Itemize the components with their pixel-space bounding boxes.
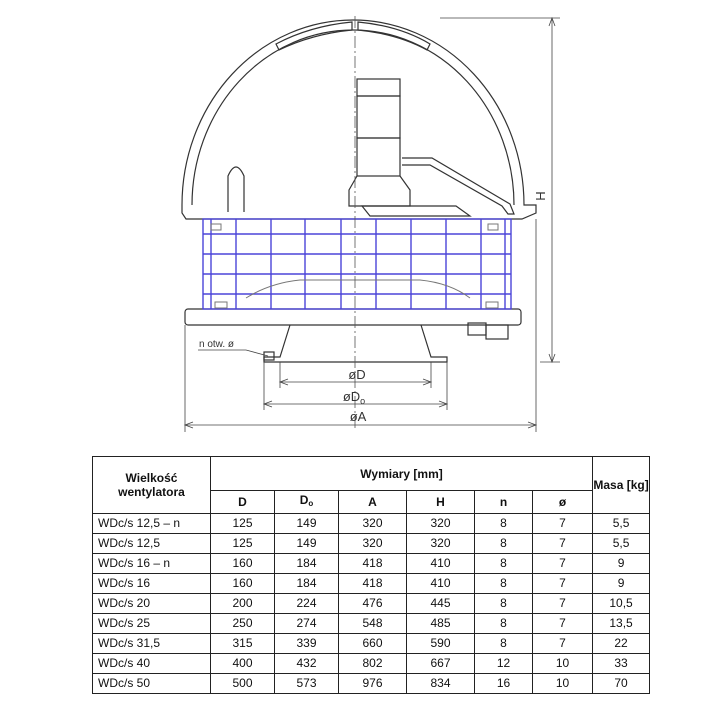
table-cell: 149: [275, 514, 339, 534]
table-cell: 8: [475, 574, 533, 594]
row-model-name: WDc/s 12,5: [93, 534, 211, 554]
table-body: [93, 514, 650, 694]
table-cell: 485: [407, 614, 475, 634]
dim-d-label: øD: [348, 367, 366, 382]
table-cell: 184: [275, 574, 339, 594]
table-cell: 573: [275, 674, 339, 694]
spec-table: [92, 456, 650, 694]
table-cell: 339: [275, 634, 339, 654]
table-cell: 418: [339, 574, 407, 594]
table-cell: 7: [533, 514, 593, 534]
table-cell: 13,5: [593, 614, 650, 634]
table-row: [93, 574, 650, 594]
guard-clip-bl: [215, 302, 227, 308]
inner-shelf: [362, 206, 470, 216]
table-cell: 10: [533, 674, 593, 694]
table-cell: 410: [407, 574, 475, 594]
table-cell: 8: [475, 514, 533, 534]
outlet-neck: [264, 325, 447, 362]
header-col-h: H: [407, 491, 475, 514]
table-cell: 9: [593, 554, 650, 574]
table-cell: 320: [339, 514, 407, 534]
table-cell: 8: [475, 614, 533, 634]
header-col-n: n: [475, 491, 533, 514]
table-cell: 660: [339, 634, 407, 654]
row-model-name: WDc/s 40: [93, 654, 211, 674]
header-dimensions: Wymiary [mm]: [211, 457, 593, 491]
table-cell: 418: [339, 554, 407, 574]
table-cell: 432: [275, 654, 339, 674]
dim-a-label: øA: [349, 409, 367, 424]
left-bracket: [228, 167, 244, 212]
table-cell: 160: [211, 554, 275, 574]
table-cell: 5,5: [593, 534, 650, 554]
table-cell: 7: [533, 634, 593, 654]
table-cell: 476: [339, 594, 407, 614]
table-cell: 400: [211, 654, 275, 674]
motor-body: [357, 96, 400, 138]
header-mass: Masa [kg]: [593, 457, 650, 514]
bolt-right-lower: [486, 325, 508, 339]
table-row: [93, 674, 650, 694]
table-cell: 8: [475, 554, 533, 574]
table-cell: 7: [533, 594, 593, 614]
table-row: [93, 654, 650, 674]
holes-note: n otw. ø: [199, 339, 235, 350]
table-cell: 5,5: [593, 514, 650, 534]
impeller-outline: [246, 280, 470, 298]
table-cell: 160: [211, 574, 275, 594]
dim-h-label: H: [533, 191, 548, 201]
table-cell: 250: [211, 614, 275, 634]
table-cell: 7: [533, 534, 593, 554]
row-model-name: WDc/s 20: [93, 594, 211, 614]
table-cell: 315: [211, 634, 275, 654]
header-size: Wielkość wentylatora: [93, 457, 211, 514]
table-cell: 976: [339, 674, 407, 694]
table-row: [93, 594, 650, 614]
table-cell: 410: [407, 554, 475, 574]
table-cell: 320: [407, 534, 475, 554]
table-cell: 22: [593, 634, 650, 654]
table-cell: 9: [593, 574, 650, 594]
row-model-name: WDc/s 31,5: [93, 634, 211, 654]
table-cell: 500: [211, 674, 275, 694]
guard-clip-right: [488, 224, 498, 230]
table-cell: 224: [275, 594, 339, 614]
table-cell: 10: [533, 654, 593, 674]
table-row: [93, 554, 650, 574]
table-cell: 445: [407, 594, 475, 614]
dim-do-label: $øD_o$: [342, 389, 366, 406]
bolt-left: [264, 352, 274, 360]
table-cell: 10,5: [593, 594, 650, 614]
row-model-name: WDc/s 50: [93, 674, 211, 694]
row-model-name: WDc/s 16 – n: [93, 554, 211, 574]
table-row: [93, 514, 650, 534]
table-cell: 200: [211, 594, 275, 614]
table-cell: 70: [593, 674, 650, 694]
table-cell: 7: [533, 614, 593, 634]
guard-clip-left: [211, 224, 221, 230]
header-col-do: $D_o$: [275, 491, 339, 514]
table-cell: 667: [407, 654, 475, 674]
table-cell: 8: [475, 634, 533, 654]
table-cell: 274: [275, 614, 339, 634]
table-cell: 125: [211, 514, 275, 534]
table-cell: 12: [475, 654, 533, 674]
table-row: [93, 614, 650, 634]
motor-neck: [349, 176, 410, 206]
table-row: [93, 634, 650, 654]
table-cell: 320: [407, 514, 475, 534]
header-col-hole: ø: [533, 491, 593, 514]
table-cell: 320: [339, 534, 407, 554]
table-cell: 7: [533, 554, 593, 574]
table-cell: 125: [211, 534, 275, 554]
table-cell: 7: [533, 574, 593, 594]
row-model-name: WDc/s 12,5 – n: [93, 514, 211, 534]
dome-inner: [192, 30, 514, 205]
top-cap-left: [276, 22, 352, 50]
table-cell: 548: [339, 614, 407, 634]
header-col-a: A: [339, 491, 407, 514]
guard-clip-br: [486, 302, 498, 308]
table-cell: 184: [275, 554, 339, 574]
table-cell: 834: [407, 674, 475, 694]
table-cell: 8: [475, 594, 533, 614]
table-cell: 590: [407, 634, 475, 654]
table-cell: 16: [475, 674, 533, 694]
table-row: [93, 534, 650, 554]
header-col-d: D: [211, 491, 275, 514]
row-model-name: WDc/s 25: [93, 614, 211, 634]
table-cell: 802: [339, 654, 407, 674]
motor-top: [357, 79, 400, 96]
table-cell: 33: [593, 654, 650, 674]
row-model-name: WDc/s 16: [93, 574, 211, 594]
motor-lower: [357, 138, 400, 176]
table-cell: 8: [475, 534, 533, 554]
dome-outer: [182, 20, 536, 219]
table-cell: 149: [275, 534, 339, 554]
